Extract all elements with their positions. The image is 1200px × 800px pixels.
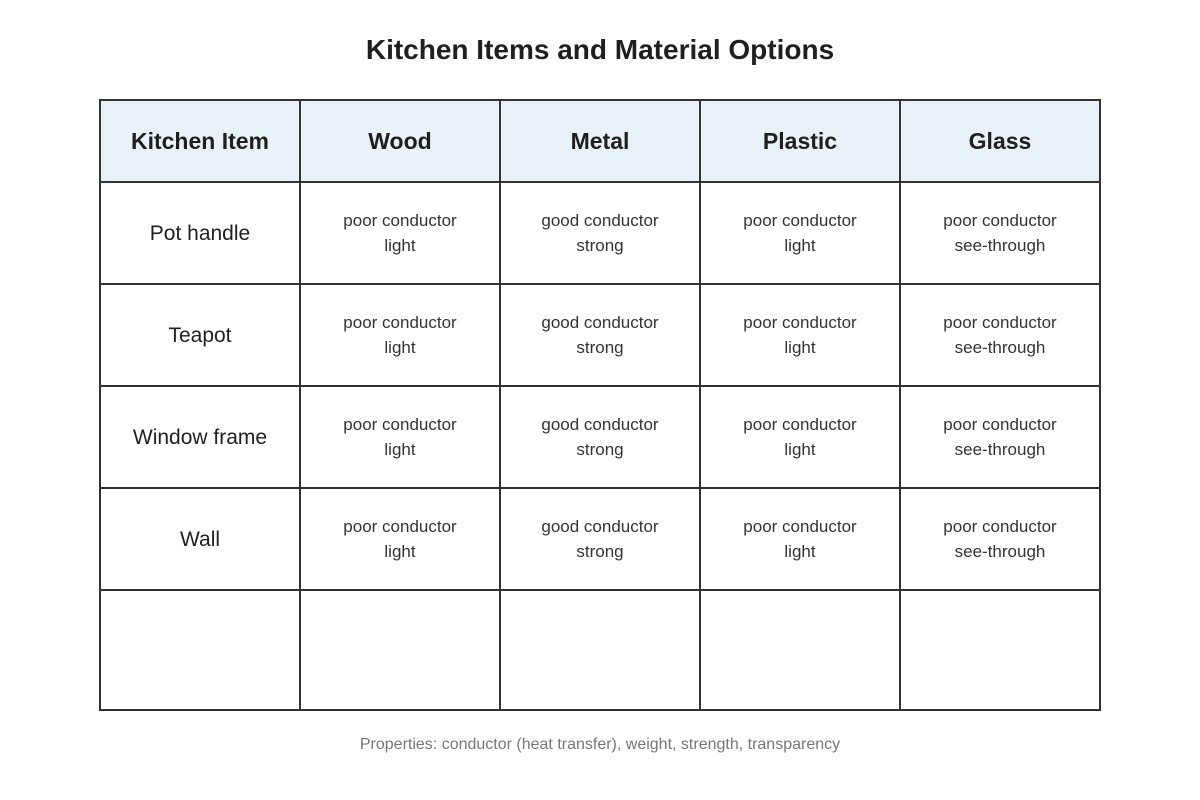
- materials-table: [99, 99, 1101, 711]
- table-row: [100, 284, 1100, 386]
- conductivity-text: poor conductor: [943, 211, 1057, 230]
- wood-cell: [300, 386, 500, 488]
- property-text: strong: [576, 542, 624, 561]
- conductivity-text: poor conductor: [943, 415, 1057, 434]
- table-row: [100, 182, 1100, 284]
- conductivity-text: poor conductor: [343, 313, 457, 332]
- metal-cell: [500, 386, 700, 488]
- glass-cell: [900, 284, 1100, 386]
- kitchen-item-cell: Wall: [100, 488, 300, 590]
- plastic-cell: [700, 284, 900, 386]
- conductivity-text: good conductor: [541, 415, 659, 434]
- conductivity-text: poor conductor: [743, 313, 857, 332]
- property-text: light: [384, 542, 416, 561]
- conductivity-text: good conductor: [541, 313, 659, 332]
- glass-cell: [900, 590, 1100, 710]
- property-text: light: [784, 338, 816, 357]
- conductivity-text: poor conductor: [743, 415, 857, 434]
- metal-cell: [500, 488, 700, 590]
- header-metal: Metal: [500, 100, 700, 182]
- header-glass: Glass: [900, 100, 1100, 182]
- kitchen-item-cell: [100, 590, 300, 710]
- conductivity-text: good conductor: [541, 211, 659, 230]
- conductivity-text: poor conductor: [943, 517, 1057, 536]
- property-text: light: [784, 236, 816, 255]
- property-text: light: [784, 542, 816, 561]
- materials-table-container: [99, 99, 1101, 701]
- table-row-empty: [100, 590, 1100, 710]
- property-text: light: [784, 440, 816, 459]
- glass-cell: [900, 386, 1100, 488]
- kitchen-item-cell: Window frame: [100, 386, 300, 488]
- metal-cell: [500, 284, 700, 386]
- plastic-cell: [700, 488, 900, 590]
- header-wood: Wood: [300, 100, 500, 182]
- property-text: see-through: [954, 542, 1046, 561]
- metal-cell: [500, 182, 700, 284]
- plastic-cell: [700, 182, 900, 284]
- property-text: light: [384, 338, 416, 357]
- property-text: light: [384, 440, 416, 459]
- property-text: strong: [576, 338, 624, 357]
- conductivity-text: poor conductor: [343, 415, 457, 434]
- wood-cell: [300, 182, 500, 284]
- property-text: strong: [576, 236, 624, 255]
- property-text: see-through: [954, 440, 1046, 459]
- wood-cell: [300, 590, 500, 710]
- table-row: [100, 488, 1100, 590]
- table-header-row: [100, 100, 1100, 182]
- conductivity-text: poor conductor: [343, 211, 457, 230]
- conductivity-text: good conductor: [541, 517, 659, 536]
- property-text: see-through: [954, 236, 1046, 255]
- plastic-cell: [700, 386, 900, 488]
- metal-cell: [500, 590, 700, 710]
- plastic-cell: [700, 590, 900, 710]
- property-text: see-through: [954, 338, 1046, 357]
- header-plastic: Plastic: [700, 100, 900, 182]
- conductivity-text: poor conductor: [343, 517, 457, 536]
- glass-cell: [900, 182, 1100, 284]
- page-title: Kitchen Items and Material Options: [365, 34, 835, 65]
- conductivity-text: poor conductor: [943, 313, 1057, 332]
- conductivity-text: poor conductor: [743, 211, 857, 230]
- conductivity-text: poor conductor: [743, 517, 857, 536]
- property-text: light: [384, 236, 416, 255]
- wood-cell: [300, 488, 500, 590]
- kitchen-item-cell: Pot handle: [100, 182, 300, 284]
- wood-cell: [300, 284, 500, 386]
- glass-cell: [900, 488, 1100, 590]
- properties-footnote: Properties: conductor (heat transfer), weight, strength, transparency: [359, 736, 841, 753]
- kitchen-item-cell: Teapot: [100, 284, 300, 386]
- property-text: strong: [576, 440, 624, 459]
- header-kitchen-item: Kitchen Item: [100, 100, 300, 182]
- table-row: [100, 386, 1100, 488]
